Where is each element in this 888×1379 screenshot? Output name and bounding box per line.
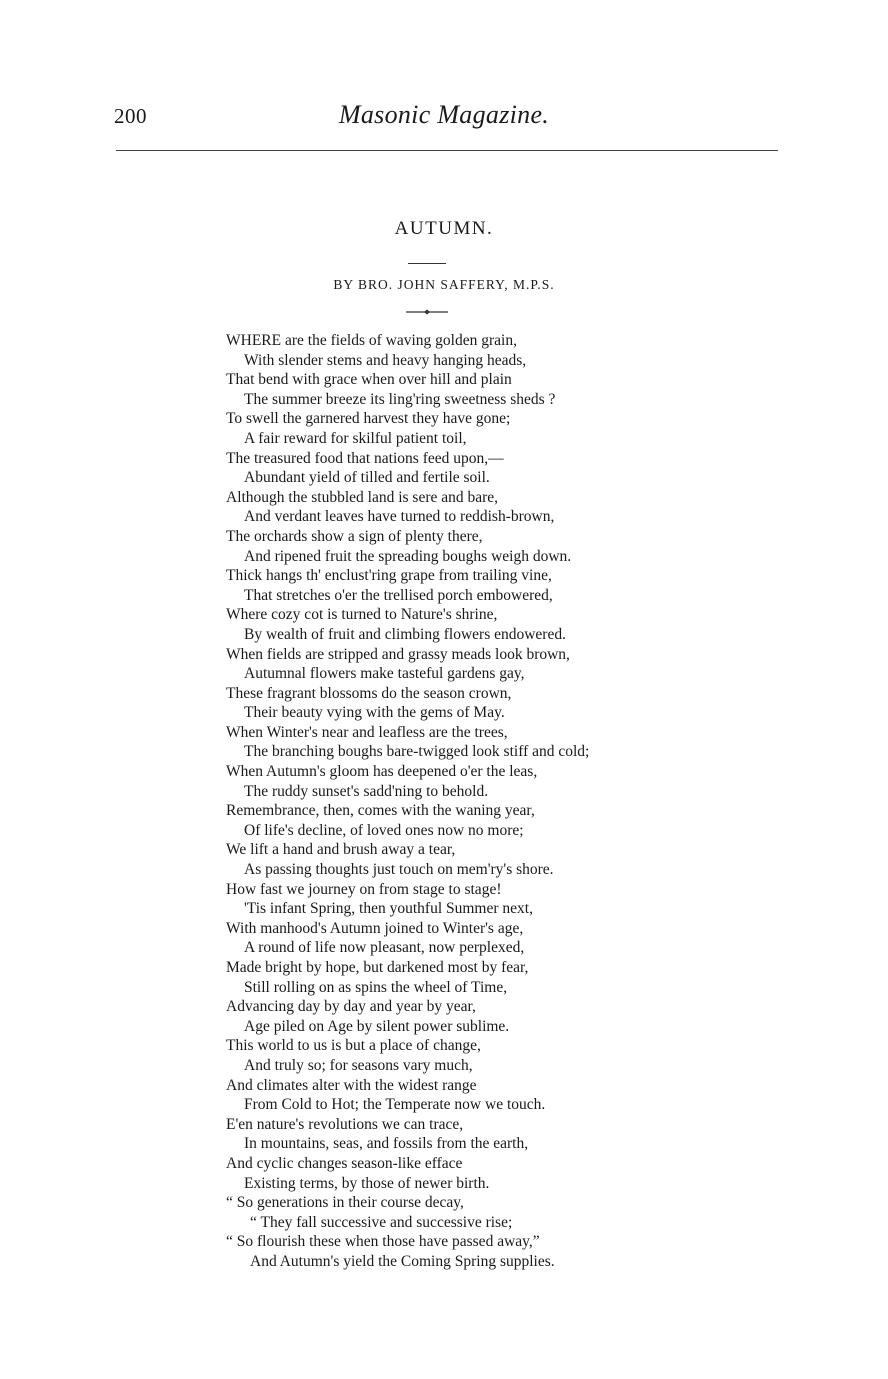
poem-line: Remembrance, then, comes with the waning year, [226, 802, 535, 820]
poem-line: In mountains, seas, and fossils from the earth, [244, 1135, 529, 1153]
poem-line: That bend with grace when over hill and plain [226, 371, 512, 389]
poem-line: Age piled on Age by silent power sublime. [244, 1017, 510, 1035]
poem-line: With manhood's Autumn joined to Winter's age, [226, 919, 524, 937]
poem-line: Abundant yield of tilled and fertile soil. [244, 469, 490, 487]
poem-line: That stretches o'er the trellised porch embowered, [244, 586, 553, 604]
title-rule [408, 263, 446, 264]
poem-byline: BY BRO. JOHN SAFFERY, M.P.S. [333, 277, 555, 292]
poem-line: “ They fall successive and successive rise; [250, 1213, 513, 1231]
poem-line: A round of life now pleasant, now perplexed, [244, 939, 525, 957]
poem-line: To swell the garnered harvest they have gone; [226, 410, 511, 428]
poem-line: Their beauty vying with the gems of May. [244, 704, 505, 722]
poem-line: Of life's decline, of loved ones now no more; [244, 821, 524, 839]
poem-line: How fast we journey on from stage to stage! [226, 880, 502, 898]
poem-line: Existing terms, by those of newer birth. [244, 1174, 490, 1192]
poem-line: Autumnal flowers make tasteful gardens gay, [244, 665, 525, 683]
page-number: 200 [114, 104, 147, 128]
poem-line: When fields are stripped and grassy meads look brown, [226, 645, 570, 663]
poem-line: 'Tis infant Spring, then youthful Summer next, [244, 900, 533, 918]
poem-line: E'en nature's revolutions we can trace, [226, 1115, 464, 1133]
poem-line: Advancing day by day and year by year, [226, 998, 476, 1016]
poem-line: “ So flourish these when those have passed away,” [226, 1233, 540, 1251]
poem-line: The treasured food that nations feed upon,— [226, 449, 504, 467]
poem-line: And truly so; for seasons vary much, [244, 1056, 473, 1074]
poem-line: The branching boughs bare-twigged look stiff and cold; [244, 743, 590, 761]
poem-line: As passing thoughts just touch on mem'ry's shore. [244, 861, 554, 879]
poem-line: And climates alter with the widest range [226, 1076, 477, 1094]
poem-line: And ripened fruit the spreading boughs weigh down. [244, 547, 572, 565]
poem-line: These fragrant blossoms do the season crown, [226, 684, 512, 702]
poem-line: From Cold to Hot; the Temperate now we touch. [244, 1096, 546, 1114]
poem-line: This world to us is but a place of change, [226, 1037, 481, 1055]
poem-line: The ruddy sunset's sadd'ning to behold. [244, 782, 489, 800]
poem-line: And verdant leaves have turned to reddish-brown, [244, 508, 555, 526]
poem-line: The summer breeze its ling'ring sweetness sheds ? [244, 390, 556, 408]
poem-line: Although the stubbled land is sere and bare, [226, 488, 499, 506]
ornament-divider [402, 309, 452, 315]
poem-line: And cyclic changes season-like efface [226, 1154, 463, 1172]
poem-line: Thick hangs th' enclust'ring grape from trailing vine, [226, 567, 552, 585]
poem-line: Made bright by hope, but darkened most by fear, [226, 959, 529, 976]
poem-line: We lift a hand and brush away a tear, [226, 841, 456, 859]
poem-line: And Autumn's yield the Coming Spring supplies. [250, 1252, 555, 1270]
poem-line: “ So generations in their course decay, [226, 1194, 464, 1212]
poem-line: A fair reward for skilful patient toil, [244, 429, 467, 447]
header-rule [116, 150, 778, 151]
poem-line: Where cozy cot is turned to Nature's shrine, [226, 606, 498, 624]
poem-line: When Autumn's gloom has deepened o'er the leas, [226, 763, 538, 781]
poem-line: WHERE are the fields of waving golden grain, [226, 332, 517, 349]
poem-line: With slender stems and heavy hanging heads, [244, 351, 527, 369]
running-head: Masonic Magazine. [338, 100, 550, 129]
poem-line: The orchards show a sign of plenty there, [226, 527, 483, 545]
poem-line: When Winter's near and leafless are the trees, [226, 723, 508, 741]
poem-line: Still rolling on as spins the wheel of Time, [244, 978, 508, 996]
poem-body [226, 331, 696, 1272]
poem-line: By wealth of fruit and climbing flowers endowered. [244, 625, 566, 643]
poem-title: AUTUMN. [394, 218, 494, 239]
